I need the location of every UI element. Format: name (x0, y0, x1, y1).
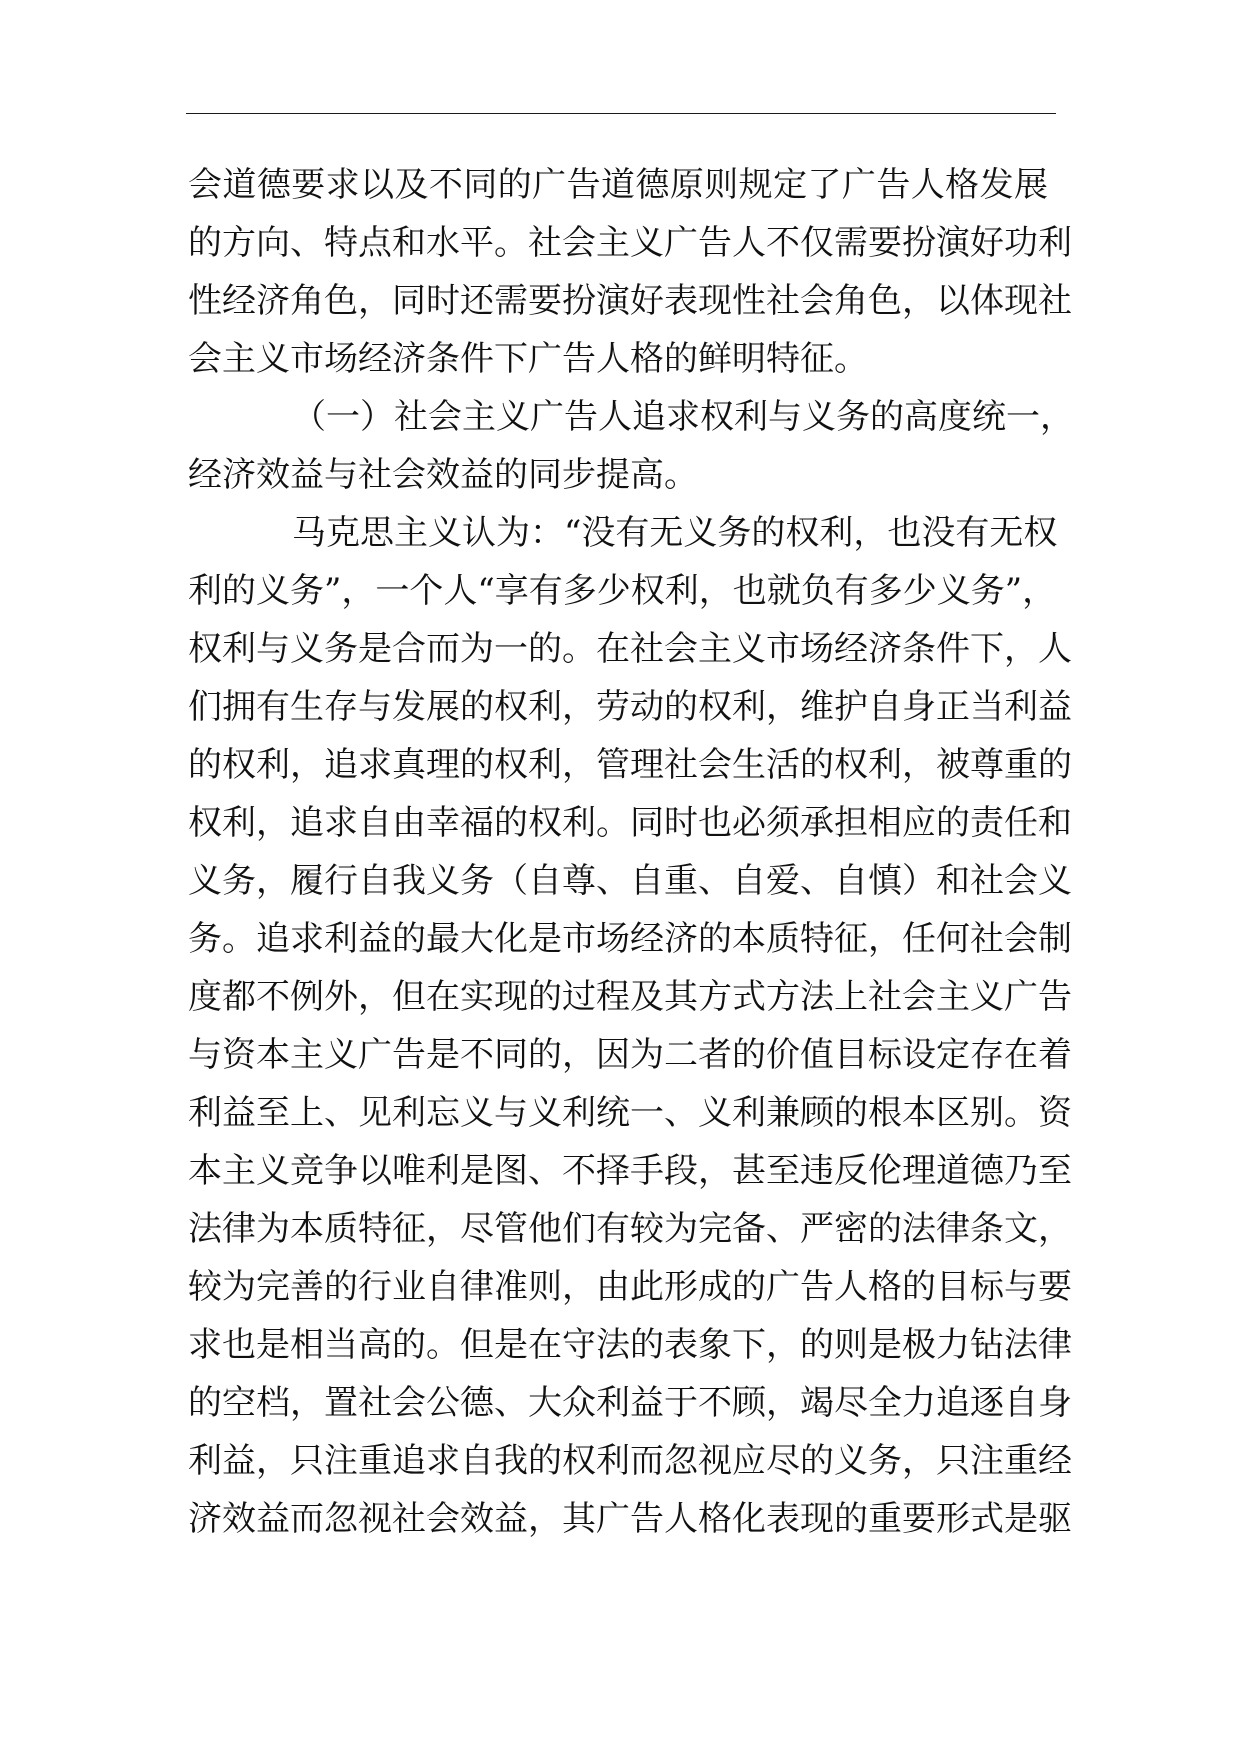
text-line: 求也是相当高的。但是在守法的表象下，的则是极力钻法律 (188, 1325, 1072, 1365)
section-heading-line: （一）社会主义广告人追求权利与义务的高度统一， (292, 397, 1074, 437)
header-rule (186, 113, 1056, 114)
text-line: 与资本主义广告是不同的，因为二者的价值目标设定存在着 (188, 1035, 1072, 1075)
text-line: 利益，只注重追求自我的权利而忽视应尽的义务，只注重经 (188, 1441, 1072, 1481)
text-line: 权利与义务是合而为一的。在社会主义市场经济条件下，人 (188, 629, 1072, 669)
text-line: 权利，追求自由幸福的权利。同时也必须承担相应的责任和 (188, 803, 1072, 843)
text-line: 济效益而忽视社会效益，其广告人格化表现的重要形式是驱 (188, 1499, 1072, 1539)
text-line: 马克思主义认为：“没有无义务的权利，也没有无权 (292, 513, 1058, 553)
text-line: 的方向、特点和水平。社会主义广告人不仅需要扮演好功利 (188, 223, 1072, 263)
text-line: 义务，履行自我义务（自尊、自重、自爱、自慎）和社会义 (188, 861, 1072, 901)
text-line: 利的义务”，一个人“享有多少权利，也就负有多少义务”， (188, 571, 1057, 611)
text-line: 会道德要求以及不同的广告道德原则规定了广告人格发展 (188, 165, 1048, 205)
text-line: 本主义竞争以唯利是图、不择手段，甚至违反伦理道德乃至 (188, 1151, 1072, 1191)
text-line: 的空档，置社会公德、大众利益于不顾，竭尽全力追逐自身 (188, 1383, 1072, 1423)
text-line: 利益至上、见利忘义与义利统一、义利兼顾的根本区别。资 (188, 1093, 1072, 1133)
text-line: 务。追求利益的最大化是市场经济的本质特征，任何社会制 (188, 919, 1072, 959)
text-line: 性经济角色，同时还需要扮演好表现性社会角色，以体现社 (188, 281, 1072, 321)
text-line: 较为完善的行业自律准则，由此形成的广告人格的目标与要 (188, 1267, 1072, 1307)
text-line: 法律为本质特征，尽管他们有较为完备、严密的法律条文， (188, 1209, 1072, 1249)
text-line: 度都不例外，但在实现的过程及其方式方法上社会主义广告 (188, 977, 1072, 1017)
text-line: 们拥有生存与发展的权利，劳动的权利，维护自身正当利益 (188, 687, 1072, 727)
text-line: 的权利，追求真理的权利，管理社会生活的权利，被尊重的 (188, 745, 1072, 785)
section-heading-line: 经济效益与社会效益的同步提高。 (188, 455, 698, 495)
text-line: 会主义市场经济条件下广告人格的鲜明特征。 (188, 339, 868, 379)
